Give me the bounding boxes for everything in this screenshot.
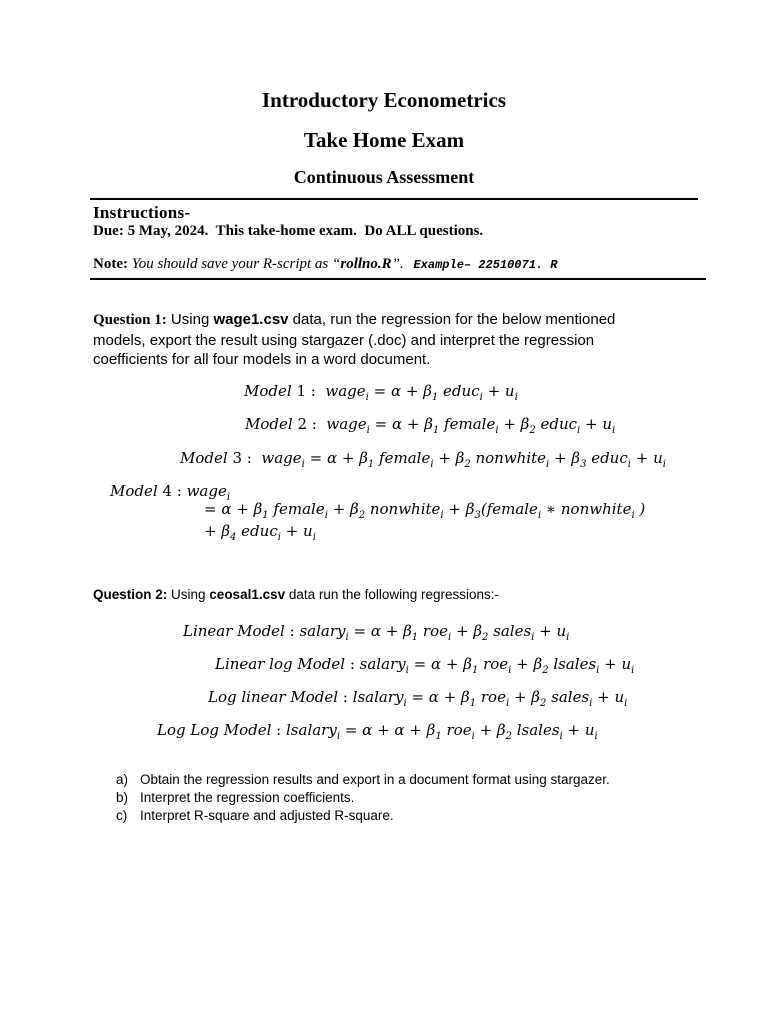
model-4-equation-line2: = $\alpha + \beta_1$ female$_i$ + $\beta_2$ nonwhite$_i$ + $\beta_3(female_i$ ∗ nonwhite$_i$ ) — [204, 500, 646, 521]
exam-subtitle: Take Home Exam — [303, 128, 465, 152]
note-text: You should save your R-script as “ — [131, 256, 341, 272]
log-log-model-equation: Log Log Model : lsalary$_i$ = $\alpha + \alpha + \beta_1$ $roe_i + \beta_2$ lsales$_i$ + $u_i$ — [157, 721, 598, 742]
note-label: Note: — [93, 256, 128, 272]
due-line: Due: 5 May, 2024. This take-home exam. Do ALL questions. — [93, 223, 484, 239]
linear-model-equation: Linear Model : salary$_i$ = $\alpha + \beta_1$ $roe_i + \beta_2$ sales$_i$ + $u_i$ — [183, 622, 570, 643]
top-divider — [90, 198, 698, 200]
log-linear-model-equation: Log linear Model : lsalary$_i$ = $\alpha + \beta_1$ $roe_i + \beta_2$ sales$_i$ + $u_i$ — [208, 688, 628, 709]
model-2-equation: Model 2 : wage$_i$ = $\alpha + \beta_1$ female$_i$ + $\beta_2$ educ$_i$ + $u_i$ — [245, 415, 616, 436]
list-item: a) Obtain the regression results and export in a document format using stargazer. — [116, 772, 610, 787]
question2-text: Question 2: Using ceosal1.csv data run the following regressions:- — [93, 587, 499, 602]
question1-text: Question 1: Using wage1.csv data, run the regression for the below mentioned models, export the result using stargazer (.doc) and interpret the regression coefficients for all four models in a word document. — [93, 311, 616, 368]
bottom-divider — [90, 278, 706, 280]
note-example: Example– 22510071. R — [413, 258, 558, 272]
model-4-equation-line3: + $\beta_4$ educ$_i$ + $u_i$ — [204, 522, 316, 543]
assessment-label: Continuous Assessment — [293, 167, 475, 187]
question2-label: Question 2: — [93, 587, 168, 602]
list-item: c) Interpret R-square and adjusted R-square. — [116, 808, 394, 823]
question1-label: Question 1: — [93, 312, 167, 328]
list-item: b) Interpret the regression coefficients. — [116, 790, 355, 805]
instructions-heading: Instructions- — [93, 203, 191, 222]
linear-log-model-equation: Linear log Model : salary$_i$ = $\alpha + \beta_1$ $roe_i + \beta_2$ lsales$_i$ + $u_i$ — [215, 655, 635, 676]
question2-file: ceosal1.csv — [209, 587, 286, 602]
note-filename: rollno.R — [340, 256, 392, 272]
page-title: Introductory Econometrics — [262, 88, 506, 112]
model-1-equation: Model 1 : wage$_i$ = $\alpha + \beta_1$ educ$_i$ + $u_i$ — [244, 382, 518, 403]
question1-file: wage1.csv — [213, 311, 289, 328]
note-close: ”. — [391, 256, 404, 272]
note-line — [93, 256, 558, 273]
model-3-equation: Model 3 : wage$_i$ = $\alpha + \beta_1$ female$_i$ + $\beta_2$ nonwhite$_i$ + $\beta_3$ educ$_i$ + $u_i$ — [180, 449, 666, 470]
model-4-equation-line1: Model 4 : wage$_i$ — [110, 482, 231, 503]
